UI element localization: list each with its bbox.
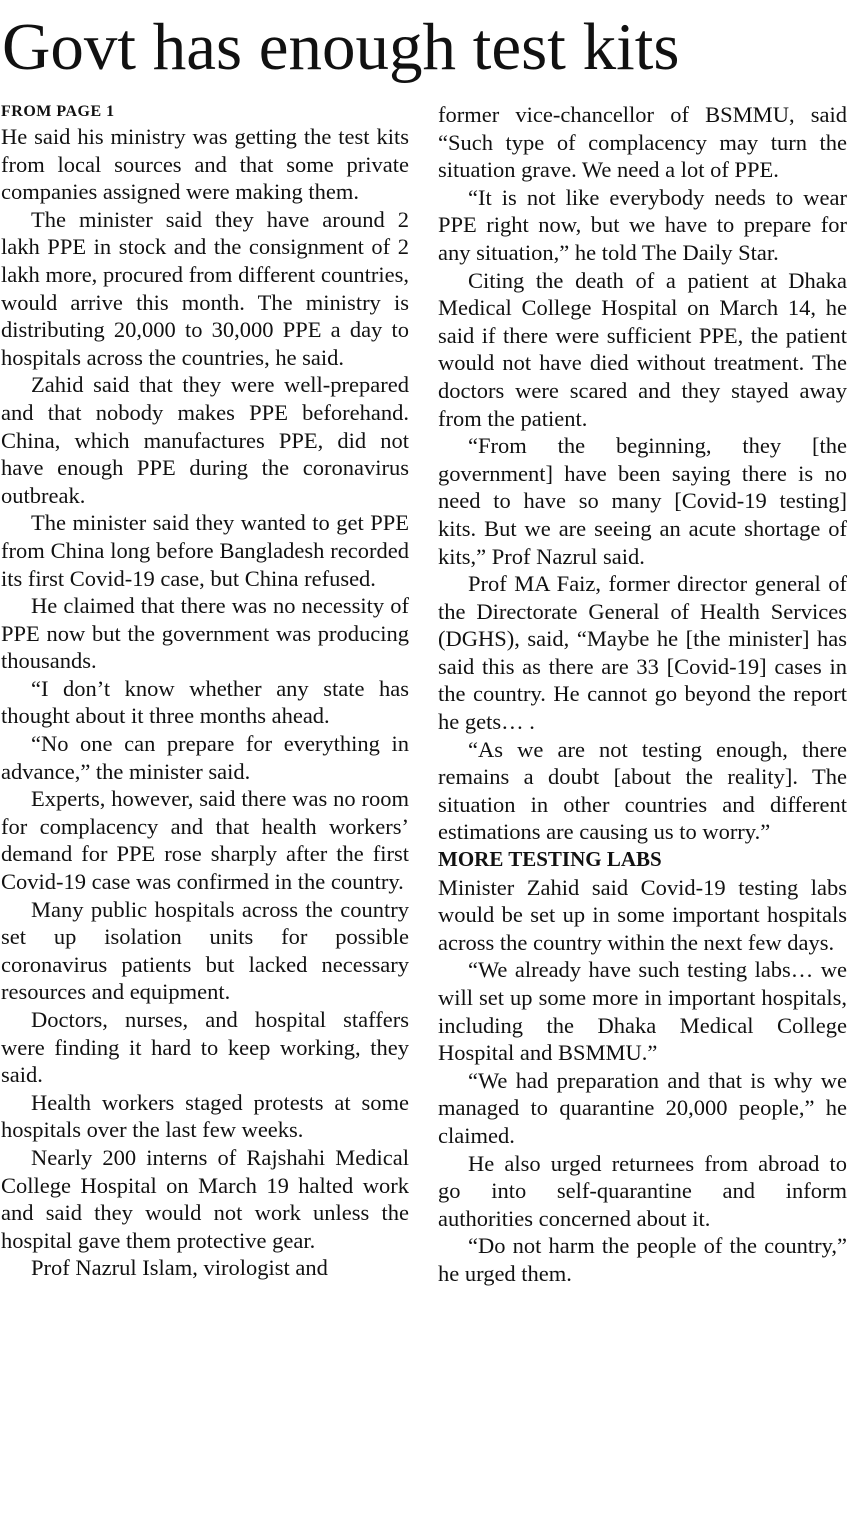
paragraph: Many public hospitals across the country set up isolation units for possible coronavirus patients but lacked necessary resources and equipment. (1, 896, 409, 1005)
paragraph: “It is not like everybody needs to wear PPE right now, but we have to prepare for any situation,” he told The Daily Star. (438, 184, 847, 265)
paragraph: The minister said they wanted to get PPE from China long before Bangladesh recorded its first Covid-19 case, but China refused. (1, 510, 409, 591)
paragraph: Prof Nazrul Islam, virologist and (31, 1255, 328, 1281)
paragraph: He said his ministry was getting the test kits from local sources and that some private companies assigned were making them. (1, 124, 409, 205)
paragraph: He claimed that there was no necessity of PPE now but the government was producing thousands. (1, 593, 409, 674)
paragraph: “Do not harm the people of the country,” he urged them. (438, 1233, 847, 1286)
paragraph: “From the beginning, they [the government] have been saying there is no need to have so many [Covid-19 testing] kits. But we are seeing an acute shortage of kits,” Prof Nazrul said. (438, 433, 847, 569)
subhead: MORE TESTING LABS (438, 847, 662, 872)
paragraph: Health workers staged protests at some hospitals over the last few weeks. (1, 1089, 409, 1143)
paragraph: He also urged returnees from abroad to go into self-quarantine and inform authorities concerned about it. (438, 1150, 847, 1231)
paragraph: Nearly 200 interns of Rajshahi Medical College Hospital on March 19 halted work and said they would not work unless the hospital gave them protective gear. (1, 1144, 409, 1253)
paragraph: “As we are not testing enough, there remains a doubt [about the reality]. The situation in other countries and different estimations are causing us to worry.” (438, 736, 847, 845)
paragraph: “We already have such testing labs… we will set up some more in important hospitals, including the Dhaka Medical College Hospital and BSMMU.” (438, 957, 847, 1066)
headline: Govt has enough test kits (2, 10, 680, 84)
paragraph: Citing the death of a patient at Dhaka Medical College Hospital on March 14, he said if there were sufficient PPE, the patient would not have died without treatment. The doctors were scared and they stayed away from the patient. (438, 267, 847, 431)
paragraph: “No one can prepare for everything in advance,” the minister said. (1, 731, 409, 784)
article-column-right (438, 101, 847, 1288)
paragraph: Doctors, nurses, and hospital staffers were finding it hard to keep working, they said. (1, 1007, 409, 1088)
paragraph: The minister said they have around 2 lakh PPE in stock and the consignment of 2 lakh more, procured from different countries, would arrive this month. The ministry is distributing 20,000 to 30,000 PPE a day to hospitals across the countries, he said. (1, 206, 409, 370)
paragraph: “We had preparation and that is why we managed to quarantine 20,000 people,” he claimed. (438, 1067, 847, 1148)
jump-line: FROM PAGE 1 (1, 103, 115, 120)
paragraph: Zahid said that they were well-prepared and that nobody makes PPE beforehand. China, which manufactures PPE, did not have enough PPE during the coronavirus outbreak. (1, 372, 409, 508)
article-column-left (1, 101, 409, 1282)
paragraph: “I don’t know whether any state has thought about it three months ahead. (1, 675, 409, 729)
paragraph: Experts, however, said there was no room for complacency and that health workers’ demand for PPE rose sharply after the first Covid-19 case was confirmed in the country. (1, 786, 409, 895)
paragraph: Minister Zahid said Covid-19 testing labs would be set up in some important hospitals across the country within the next few days. (438, 874, 847, 955)
paragraph: former vice-chancellor of BSMMU, said “Such type of complacency may turn the situation grave. We need a lot of PPE. (438, 102, 847, 183)
paragraph: Prof MA Faiz, former director general of the Directorate General of Health Services (DGHS), said, “Maybe he [the minister] has said this as there are 33 [Covid-19] cases in the country. He cannot go beyond the report he gets… . (438, 571, 847, 735)
